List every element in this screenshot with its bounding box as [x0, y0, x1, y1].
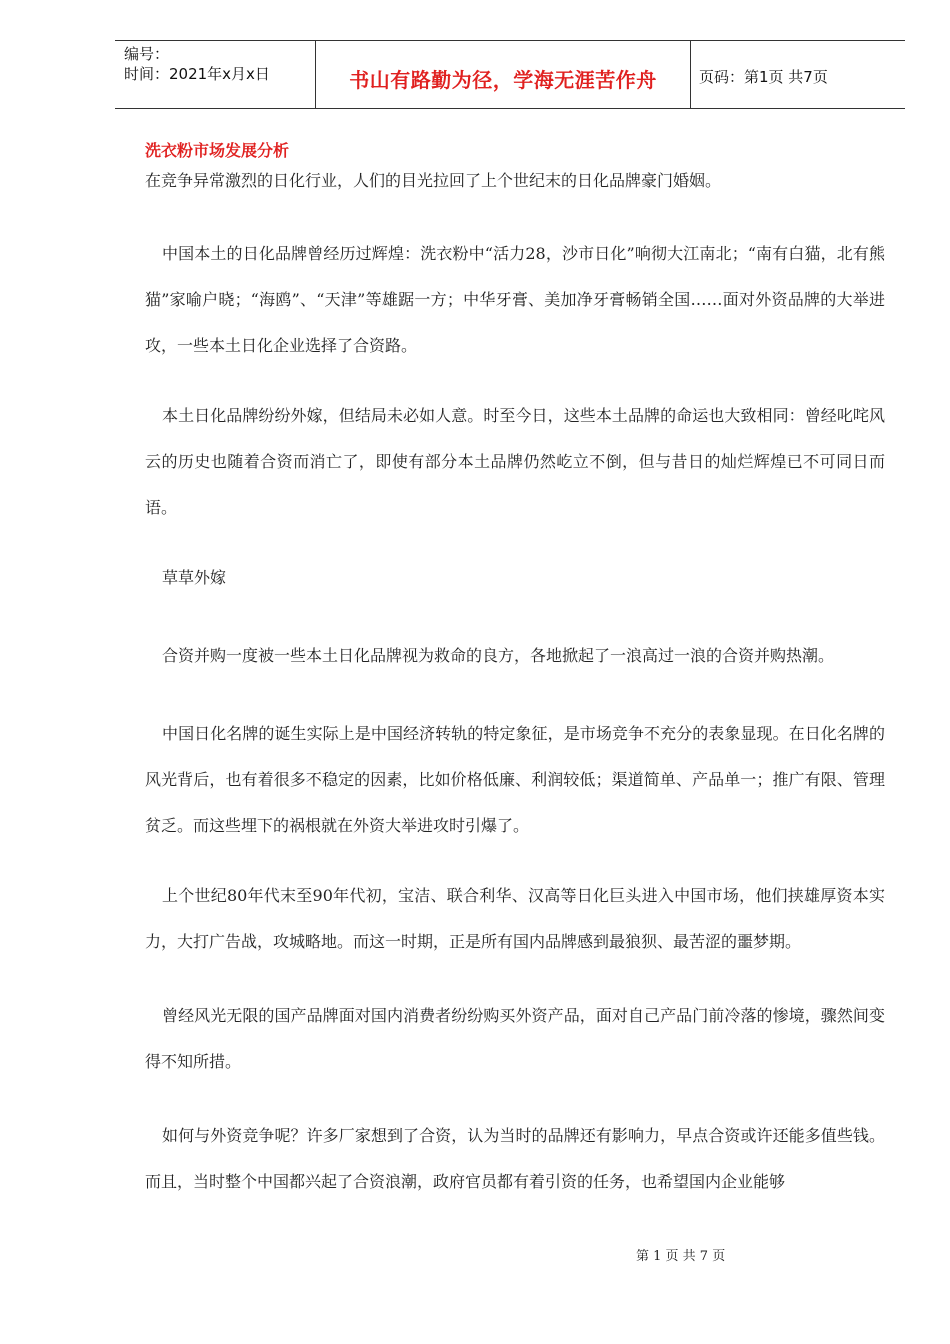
header-info-cell — [115, 41, 315, 108]
header-motto-cell — [315, 41, 691, 108]
motto-text: 书山有路勤为径，学海无涯苦作舟 — [349, 68, 657, 92]
document-title: 洗衣粉市场发展分析 — [145, 141, 290, 160]
section-heading: 草草外嫁 — [162, 568, 227, 587]
paragraph: 合资并购一度被一些本土日化品牌视为救命的良方，各地掀起了一浪高过一浪的合资并购热潮。 — [162, 646, 835, 665]
paragraph: 本土日化品牌纷纷外嫁，但结局未必如人意。时至今日，这些本土品牌的命运也大致相同：曾经叱咤风云的历史也随着合资而消亡了，即使有部分本土品牌仍然屹立不倒，但与昔日的灿烂辉煌已不可同日而语。 — [145, 406, 885, 517]
paragraph: 如何与外资竞争呢？许多厂家想到了合资，认为当时的品牌还有影响力，早点合资或许还能多值些钱。而且，当时整个中国都兴起了合资浪潮，政府官员都有着引资的任务，也希望国内企业能够 — [145, 1126, 885, 1191]
serial-number-label: 编号： — [124, 45, 170, 63]
paragraph: 中国日化名牌的诞生实际上是中国经济转轨的特定象征，是市场竞争不充分的表象显现。在日化名牌的风光背后，也有着很多不稳定的因素，比如价格低廉、利润较低；渠道简单、产品单一；推广有限、管理贫乏。而这些埋下的祸根就在外资大举进攻时引爆了。 — [145, 724, 885, 835]
time-label: 时间：2021年x月x日 — [124, 65, 270, 83]
paragraph: 上个世纪80年代末至90年代初，宝洁、联合利华、汉高等日化巨头进入中国市场，他们挟雄厚资本实力，大打广告战，攻城略地。而这一时期，正是所有国内品牌感到最狼狈、最苦涩的噩梦期。 — [145, 886, 885, 951]
paragraph-intro: 在竞争异常激烈的日化行业，人们的目光拉回了上个世纪末的日化品牌豪门婚姻。 — [145, 171, 722, 190]
paragraph: 中国本土的日化品牌曾经历过辉煌：洗衣粉中“活力28，沙市日化”响彻大江南北；“南有白猫，北有熊猫”家喻户晓；“海鸥”、“天津”等雄踞一方；中华牙膏、美加净牙膏畅销全国……面对外资品牌的大举进攻，一些本土日化企业选择了合资路。 — [145, 244, 885, 355]
document-header — [115, 40, 905, 109]
footer-page-number: 第 1 页 共 7 页 — [636, 1249, 726, 1264]
header-page-cell — [690, 41, 905, 108]
header-page-number: 页码：第1页 共7页 — [699, 68, 828, 86]
paragraph: 曾经风光无限的国产品牌面对国内消费者纷纷购买外资产品，面对自己产品门前冷落的惨境，骤然间变得不知所措。 — [145, 1006, 885, 1071]
